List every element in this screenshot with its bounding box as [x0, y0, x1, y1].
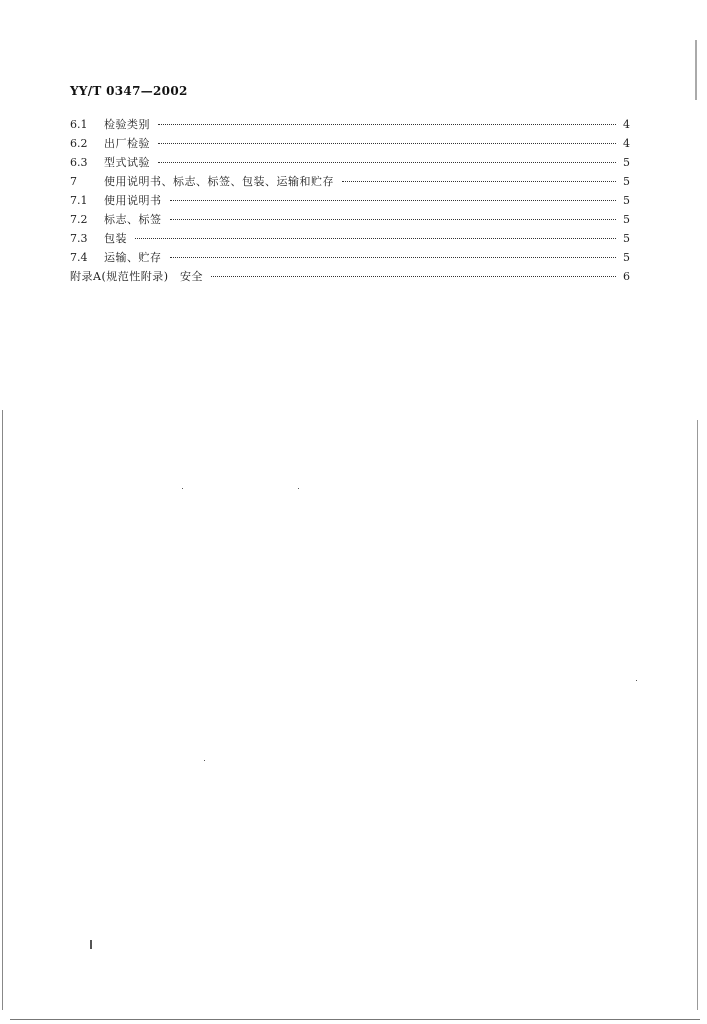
toc-entry-title: 标志、标签 [104, 213, 162, 226]
toc-entry-page: 5 [623, 175, 630, 188]
scan-edge-line [10, 1019, 700, 1020]
toc-dot-leader [170, 219, 617, 220]
toc-dot-leader [135, 238, 616, 239]
toc-dot-leader [342, 181, 616, 182]
toc-entry-number: 6.1 [70, 118, 88, 131]
toc-entry-page: 4 [623, 118, 630, 131]
toc-entry-title: 运输、贮存 [104, 251, 162, 264]
toc-dot-leader [170, 257, 617, 258]
toc-entry-number: 6.3 [70, 156, 88, 169]
toc-entry[interactable] [70, 229, 630, 248]
toc-entry-number: 7.3 [70, 232, 88, 245]
toc-dot-leader [158, 162, 616, 163]
toc-entry-page: 5 [623, 194, 630, 207]
toc-entry-page: 5 [623, 232, 630, 245]
toc-entry[interactable] [70, 153, 630, 172]
toc-entry[interactable] [70, 248, 630, 267]
toc-entry[interactable] [70, 134, 630, 153]
toc-entry-title: 型式试验 [104, 156, 150, 169]
toc-entry-page: 5 [623, 213, 630, 226]
toc-entry-title: 使用说明书、标志、标签、包装、运输和贮存 [104, 175, 334, 188]
toc-entry-title: 包装 [104, 232, 127, 245]
toc-entry[interactable] [70, 115, 630, 134]
toc-dot-leader [158, 124, 616, 125]
toc-entry[interactable] [70, 172, 630, 191]
toc-dot-leader [170, 200, 617, 201]
toc-entry-number: 7 [70, 175, 77, 188]
scan-edge-line [2, 410, 3, 1010]
scan-speck [204, 760, 205, 761]
toc-entry-page: 5 [623, 156, 630, 169]
toc-dot-leader [211, 276, 616, 277]
toc-entry[interactable] [70, 210, 630, 229]
scan-speck [182, 488, 183, 489]
toc-entry-title: 附录A(规范性附录) 安全 [70, 270, 204, 283]
toc-entry-title: 出厂检验 [104, 137, 150, 150]
scan-speck [636, 680, 637, 681]
standard-number-header: YY/T 0347—2002 [70, 84, 188, 98]
toc-entry-appendix[interactable] [70, 267, 630, 286]
toc-entry-number: 6.2 [70, 137, 88, 150]
toc-entry-title: 使用说明书 [104, 194, 162, 207]
scan-speck [298, 488, 299, 489]
toc-entry-number: 7.4 [70, 251, 88, 264]
toc-entry-page: 4 [623, 137, 630, 150]
toc-entry-number: 7.1 [70, 194, 88, 207]
scan-edge-mark [695, 40, 697, 100]
scan-edge-line [697, 420, 698, 1010]
table-of-contents [70, 115, 630, 286]
toc-entry-title: 检验类别 [104, 118, 150, 131]
toc-entry-page: 5 [623, 251, 630, 264]
toc-entry-number: 7.2 [70, 213, 88, 226]
toc-entry-page: 6 [623, 270, 630, 283]
toc-entry[interactable] [70, 191, 630, 210]
scan-speck [90, 940, 92, 949]
toc-dot-leader [158, 143, 616, 144]
